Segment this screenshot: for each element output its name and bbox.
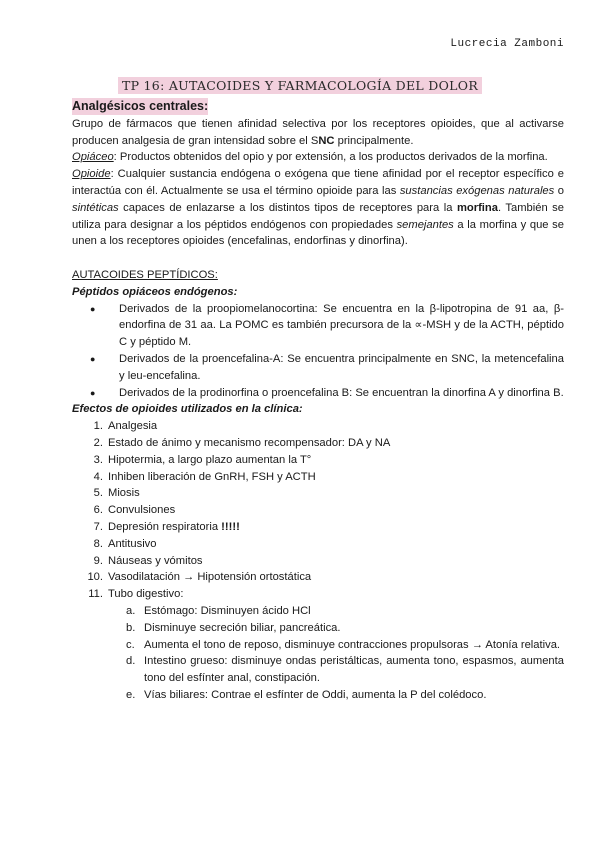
sub-list-item: c. Aumenta el tono de reposo, disminuye contracciones propulsoras → Atonía relativa. xyxy=(126,638,561,651)
digestive-sublist xyxy=(72,603,564,704)
sub-list-item: b. Disminuye secreción biliar, pancreática. xyxy=(126,621,341,634)
central-intro: Grupo de fármacos que tienen afinidad selectiva por los receptores opioides, que al activarse producen analgesia de gran intensidad sobre el SNC principalmente. xyxy=(72,117,564,147)
list-item: ● Derivados de la proencefalina-A: Se encuentra principalmente en SNC, la metencefalina y leu-encefalina. xyxy=(108,351,564,385)
peptide-list xyxy=(72,301,564,402)
central-heading: Analgésicos centrales: xyxy=(72,99,209,113)
page-title: TP 16: AUTACOIDES Y FARMACOLOGÍA DEL DOLOR xyxy=(118,77,482,94)
list-item: ● Derivados de la prodinorfina o proencefalina B: Se encuentran la dinorfina A y dinorfina B. xyxy=(108,385,564,402)
list-item: 9. Náuseas y vómitos xyxy=(93,554,203,567)
sub-list-item: d. Intestino grueso: disminuye ondas peristálticas, aumenta tono, espasmos, aumenta tono del esfínter anal, constipación. xyxy=(126,655,564,685)
list-item: 6. Convulsiones xyxy=(93,504,176,517)
document-body xyxy=(72,98,564,704)
list-item: 4. Inhiben liberación de GnRH, FSH y ACTH xyxy=(93,470,316,483)
subtitle-peptidos: Péptidos opiáceos endógenos: xyxy=(72,285,238,298)
list-item: 3. Hipotermia, a largo plazo aumentan la T° xyxy=(93,453,312,466)
sub-list-item: e. Vías biliares: Contrae el esfínter de Oddi, aumenta la P del colédoco. xyxy=(126,688,487,701)
opiaceo-term: Opiáceo xyxy=(72,151,114,164)
section-title-peptidicos: AUTACOIDES PEPTÍDICOS: xyxy=(72,268,218,281)
opioide-term: Opioide xyxy=(72,168,111,181)
list-item: 1. Analgesia xyxy=(93,420,158,433)
list-item: ● Derivados de la proopiomelanocortina: Se encuentra en la β-lipotropina de 91 aa, β-endorfina de 31 aa. La POMC es también precursora de la ∝-MSH y de la ACTH, péptido C y péptido M. xyxy=(108,301,564,351)
effects-list xyxy=(72,418,564,603)
list-item: 8. Antitusivo xyxy=(93,537,157,550)
list-item: 2. Estado de ánimo y mecanismo recompensador: DA y NA xyxy=(93,436,391,449)
list-item: 10. Vasodilatación → Hipotensión ortostática xyxy=(87,571,312,584)
author-name: Lucrecia Zamboni xyxy=(450,38,564,50)
effects-title: Efectos de opioides utilizados en la clínica: xyxy=(72,403,303,416)
list-item: 5. Miosis xyxy=(93,487,140,500)
title-wrap xyxy=(0,77,600,95)
sub-list-item: a. Estómago: Disminuyen ácido HCl xyxy=(126,604,311,617)
list-item: 11. Tubo digestivo: xyxy=(88,588,184,601)
opioide-definition: Opioide: Cualquier sustancia endógena o exógena que tiene afinidad por el receptor específico e interactúa con él. Actualmente se usa el término opioide para las sustancias exógenas naturales o sintéticas capaces de enlazarse a los distintos tipos de receptores para la morfina. También se utiliza para designar a los péptidos endógenos con propiedades semejantes a la morfina y que se unen a los receptores opioides (encefalinas, endorfinas y dinorfina). xyxy=(72,168,564,248)
list-item: 7. Depresión respiratoria !!!!! xyxy=(93,520,240,533)
opiaceo-definition: Opiáceo: Productos obtenidos del opio y por extensión, a los productos derivados de la morfina. xyxy=(72,151,548,164)
